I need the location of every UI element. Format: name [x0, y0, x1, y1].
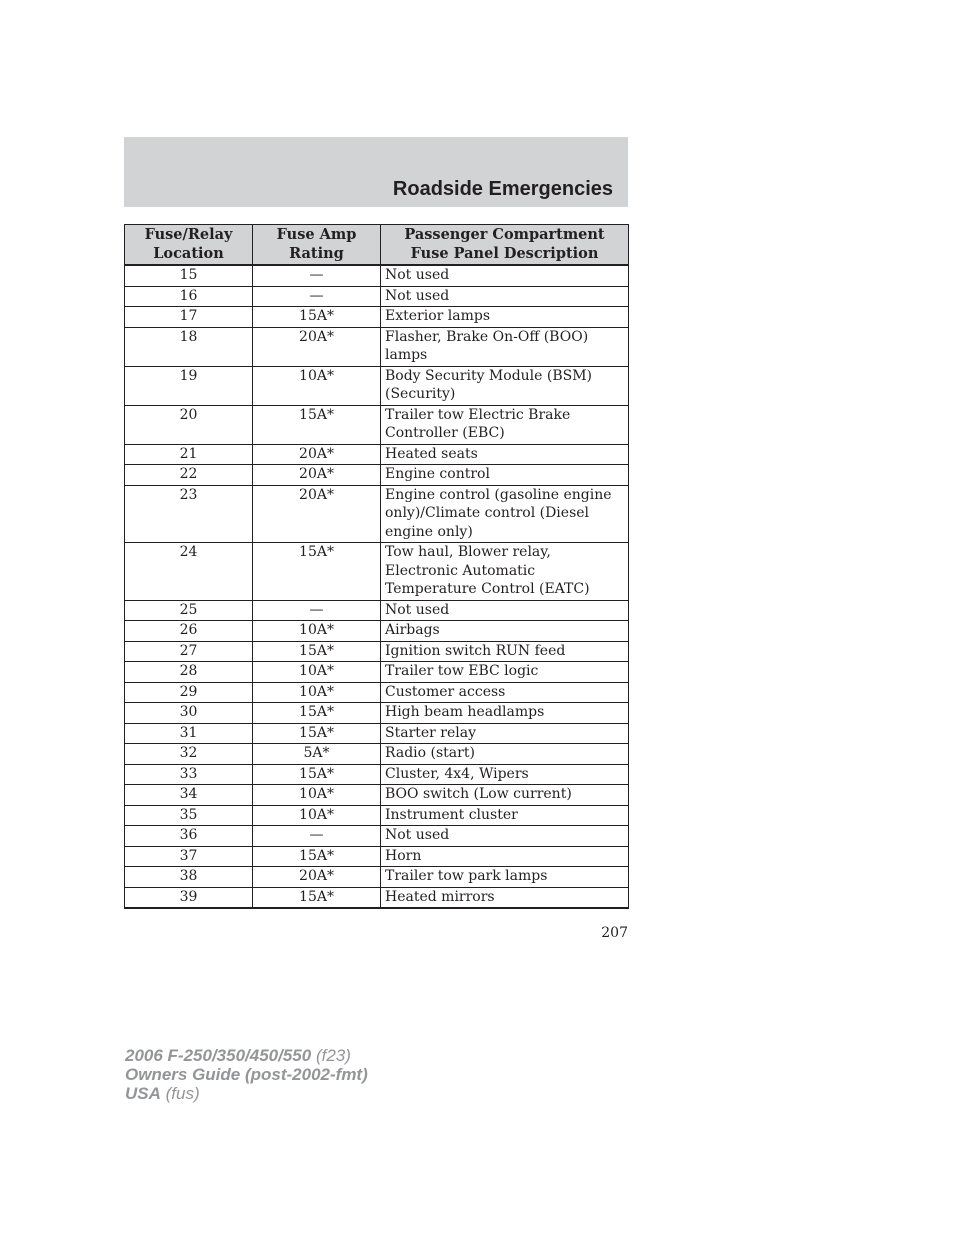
cell-description: Trailer tow park lamps [381, 867, 629, 888]
cell-amp-rating: 10A* [253, 662, 381, 683]
table-row [125, 307, 629, 328]
cell-amp-rating: 15A* [253, 764, 381, 785]
cell-amp-rating: 15A* [253, 543, 381, 601]
cell-location: 28 [125, 662, 253, 683]
cell-amp-rating: — [253, 286, 381, 307]
cell-description: Tow haul, Blower relay, Electronic Automatic Temperature Control (EATC) [381, 543, 629, 601]
cell-description: BOO switch (Low current) [381, 785, 629, 806]
cell-location: 31 [125, 723, 253, 744]
table-header-row [125, 225, 629, 266]
cell-location: 22 [125, 465, 253, 486]
cell-location: 18 [125, 327, 253, 366]
column-header-location: Fuse/Relay Location [125, 225, 253, 266]
table-row [125, 662, 629, 683]
cell-description: Engine control (gasoline engine only)/Climate control (Diesel engine only) [381, 485, 629, 543]
table-row [125, 805, 629, 826]
cell-amp-rating: 5A* [253, 744, 381, 765]
cell-location: 23 [125, 485, 253, 543]
cell-amp-rating: 15A* [253, 887, 381, 908]
column-header-description: Passenger Compartment Fuse Panel Description [381, 225, 629, 266]
cell-amp-rating: 20A* [253, 327, 381, 366]
cell-description: Cluster, 4x4, Wipers [381, 764, 629, 785]
table-row [125, 703, 629, 724]
cell-description: Heated seats [381, 444, 629, 465]
footer-model-code: (f23) [315, 1046, 351, 1065]
section-header-band [124, 137, 628, 207]
table-row [125, 867, 629, 888]
cell-location: 35 [125, 805, 253, 826]
cell-amp-rating: 20A* [253, 465, 381, 486]
table-row [125, 621, 629, 642]
cell-description: High beam headlamps [381, 703, 629, 724]
cell-description: Not used [381, 286, 629, 307]
cell-amp-rating: — [253, 826, 381, 847]
cell-amp-rating: 20A* [253, 867, 381, 888]
cell-description: Ignition switch RUN feed [381, 641, 629, 662]
document-footer [125, 1046, 368, 1103]
cell-location: 21 [125, 444, 253, 465]
cell-amp-rating: 20A* [253, 444, 381, 465]
table-row [125, 887, 629, 908]
table-row [125, 366, 629, 405]
footer-model: 2006 F-250/350/450/550 [125, 1046, 312, 1065]
cell-description: Airbags [381, 621, 629, 642]
cell-location: 16 [125, 286, 253, 307]
table-row [125, 600, 629, 621]
cell-amp-rating: 10A* [253, 785, 381, 806]
cell-amp-rating: 10A* [253, 366, 381, 405]
cell-description: Trailer tow Electric Brake Controller (EBC) [381, 405, 629, 444]
cell-location: 36 [125, 826, 253, 847]
table-row [125, 785, 629, 806]
cell-description: Radio (start) [381, 744, 629, 765]
cell-amp-rating: 15A* [253, 641, 381, 662]
cell-location: 27 [125, 641, 253, 662]
table-row [125, 465, 629, 486]
table-row [125, 764, 629, 785]
cell-description: Heated mirrors [381, 887, 629, 908]
cell-location: 39 [125, 887, 253, 908]
table-row [125, 444, 629, 465]
page-number: 207 [601, 925, 628, 941]
cell-location: 19 [125, 366, 253, 405]
cell-location: 38 [125, 867, 253, 888]
table-row [125, 846, 629, 867]
table-row [125, 405, 629, 444]
cell-description: Instrument cluster [381, 805, 629, 826]
footer-line-model [125, 1046, 368, 1065]
table-row [125, 543, 629, 601]
footer-region-code: (fus) [165, 1084, 200, 1103]
section-title: Roadside Emergencies [392, 178, 613, 200]
table-row [125, 286, 629, 307]
cell-location: 30 [125, 703, 253, 724]
table-row [125, 265, 629, 286]
footer-region: USA [125, 1084, 161, 1103]
cell-amp-rating: 10A* [253, 805, 381, 826]
cell-amp-rating: — [253, 600, 381, 621]
cell-description: Not used [381, 600, 629, 621]
table-row [125, 682, 629, 703]
cell-description: Body Security Module (BSM) (Security) [381, 366, 629, 405]
cell-location: 32 [125, 744, 253, 765]
footer-line-guide [125, 1065, 368, 1084]
table-row [125, 826, 629, 847]
cell-location: 15 [125, 265, 253, 286]
cell-location: 33 [125, 764, 253, 785]
cell-description: Exterior lamps [381, 307, 629, 328]
footer-line-region [125, 1084, 368, 1103]
cell-description: Trailer tow EBC logic [381, 662, 629, 683]
cell-amp-rating: 15A* [253, 723, 381, 744]
cell-amp-rating: 10A* [253, 682, 381, 703]
fuse-table [124, 224, 629, 909]
cell-amp-rating: 15A* [253, 307, 381, 328]
cell-description: Horn [381, 846, 629, 867]
cell-location: 24 [125, 543, 253, 601]
table-row [125, 485, 629, 543]
cell-amp-rating: 15A* [253, 703, 381, 724]
cell-location: 25 [125, 600, 253, 621]
cell-description: Flasher, Brake On-Off (BOO) lamps [381, 327, 629, 366]
cell-description: Not used [381, 826, 629, 847]
cell-amp-rating: 20A* [253, 485, 381, 543]
table-row [125, 327, 629, 366]
cell-location: 26 [125, 621, 253, 642]
table-row [125, 641, 629, 662]
table-row [125, 723, 629, 744]
cell-location: 17 [125, 307, 253, 328]
cell-location: 29 [125, 682, 253, 703]
cell-location: 20 [125, 405, 253, 444]
cell-description: Starter relay [381, 723, 629, 744]
table-body [125, 265, 629, 908]
table-row [125, 744, 629, 765]
column-header-amp-rating: Fuse Amp Rating [253, 225, 381, 266]
cell-amp-rating: 15A* [253, 405, 381, 444]
cell-amp-rating: — [253, 265, 381, 286]
cell-amp-rating: 15A* [253, 846, 381, 867]
cell-amp-rating: 10A* [253, 621, 381, 642]
cell-description: Customer access [381, 682, 629, 703]
cell-location: 34 [125, 785, 253, 806]
cell-location: 37 [125, 846, 253, 867]
cell-description: Not used [381, 265, 629, 286]
footer-guide: Owners Guide (post-2002-fmt) [125, 1065, 368, 1084]
cell-description: Engine control [381, 465, 629, 486]
